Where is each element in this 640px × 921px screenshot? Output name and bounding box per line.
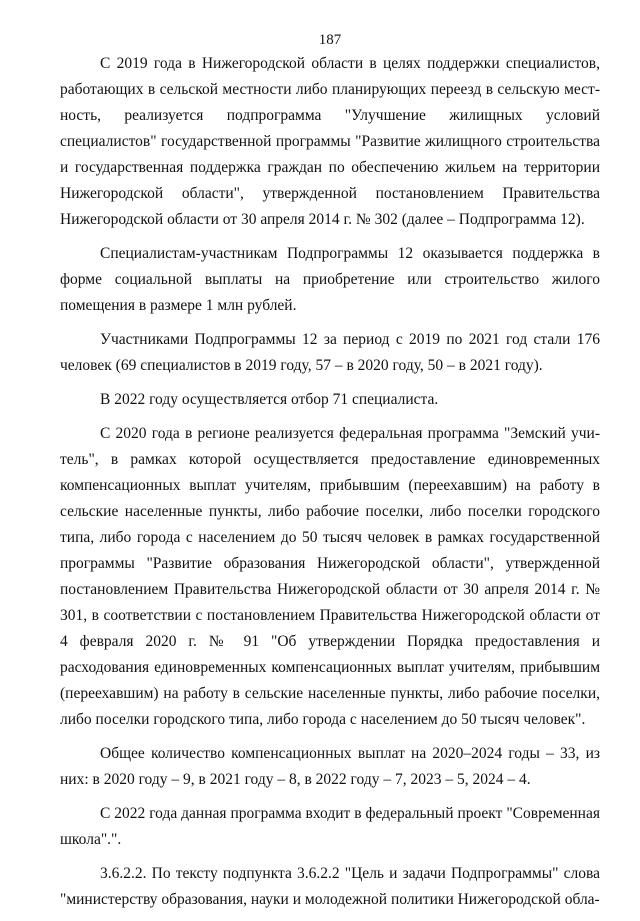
document-page (60, 30, 600, 921)
paragraph-subprogram-12: С 2019 года в Нижегородской области в целях поддержки специалистов, работающих в сельской местности либо планирующих переезд в сельскую местность, реализуется подпрограмма "Улучшение жилищных условий специалистов" государственной программы "Развитие жилищного строительства и государственная поддержка граждан по обеспечению жильем на территории Нижегородской области", утвержденной постановлением Правительства Нижегородской области от 30 апреля 2014 г. № 302 (далее – Подпрограмма 12). (60, 55, 600, 228)
paragraph-zemsky-teacher: С 2020 года в регионе реализуется федеральная программа "Земский учитель", в рамках которой осуществляется предоставление единовременных компенсационных выплат учителям, прибывшим (переехавшим) на работу в сельские населенные пункты, либо рабочие поселки, либо поселки городского типа, либо города с населением до 50 тысяч человек в рамках государственной программы "Развитие образования Нижегородской области", утвержденной постановлением Правительства Нижегородской области от 30 апреля 2014 г. № 301, в соответствии с постановлением Правительства Нижегородской области от 4 февраля 2020 г. № 91 "Об утверждении Порядка предоставления и расходования единовременных компенсационных выплат учителям, прибывшим (переехавшим) на работу в сельские населенные пункты, либо рабочие поселки, либо поселки городского типа, либо города с населением до 50 тысяч человек". (60, 425, 600, 728)
paragraph-social-payment: Специалистам-участникам Подпрограммы 12 оказывается поддержка в форме социальной выплаты на приобретение или строительство жилого помещения в размере 1 млн рублей. (60, 245, 600, 314)
paragraph-federal-project: С 2022 года данная программа входит в федеральный проект "Современная школа".". (60, 805, 600, 848)
paragraph-participants: Участниками Подпрограммы 12 за период с 2019 по 2021 год стали 176 человек (69 специалистов в 2019 году, 57 – в 2020 году, 50 – в 2021 году). (60, 331, 600, 374)
paragraph-payments-count: Общее количество компенсационных выплат на 2020–2024 годы – 33, из них: в 2020 году – 9, в 2021 году – 8, в 2022 году – 7, 2023 – 5, 2024 – 4. (60, 745, 600, 788)
paragraph-subclause-3-6-2-2: 3.6.2.2. По тексту подпункта 3.6.2.2 "Цель и задачи Подпрограммы" слова "министерству образования, науки и молодежной политики Нижегородской обла- (60, 865, 600, 908)
page-number: 187 (318, 32, 342, 48)
paragraph-selection-2022: В 2022 году осуществляется отбор 71 специалиста. (100, 391, 439, 408)
